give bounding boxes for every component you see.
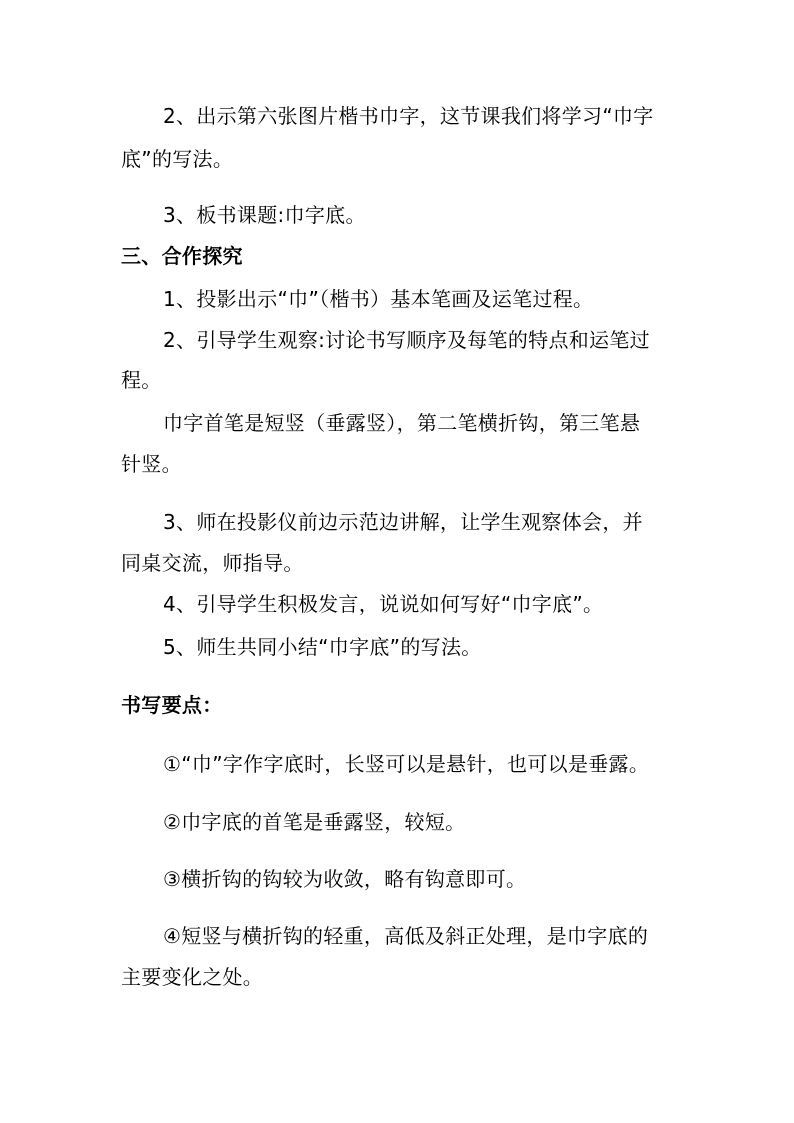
paragraph-line: 3、板书课题:巾字底。	[163, 203, 366, 227]
paragraph-line: 5、师生共同小结“巾字底”的写法。	[163, 635, 482, 659]
list-item: ①“巾”字作字底时，长竖可以是悬针，也可以是垂露。	[163, 752, 650, 776]
paragraph-line: 巾字首笔是短竖（垂露竖），第二笔横折钩，第三笔悬	[163, 411, 641, 435]
list-item: ④短竖与横折钩的轻重，高低及斜正处理，是巾字底的	[163, 924, 649, 948]
section-heading: 三、合作探究	[121, 244, 243, 268]
paragraph-line: 主要变化之处。	[121, 965, 264, 989]
paragraph-line: 同桌交流，师指导。	[121, 551, 304, 575]
paragraph-line: 3、师在投影仪前边示范边讲解，让学生观察体会，并	[163, 510, 643, 534]
list-item: ③横折钩的钩较为收敛，略有钩意即可。	[163, 867, 527, 891]
paragraph-line: 底”的写法。	[121, 147, 234, 171]
paragraph-line: 针竖。	[121, 452, 182, 476]
list-item: ②巾字底的首笔是垂露竖，较短。	[163, 810, 466, 834]
section-heading: 书写要点：	[121, 693, 223, 717]
paragraph-line: 1、投影出示“巾”（楷书）基本笔画及运笔过程。	[163, 287, 594, 311]
paragraph-line: 2、引导学生观察:讨论书写顺序及每笔的特点和运笔过	[163, 328, 650, 352]
paragraph-line: 2、出示第六张图片楷书巾字，这节课我们将学习“巾字	[163, 104, 654, 128]
paragraph-line: 程。	[121, 368, 162, 392]
paragraph-line: 4、引导学生积极发言，说说如何写好“巾字底”。	[163, 592, 604, 616]
